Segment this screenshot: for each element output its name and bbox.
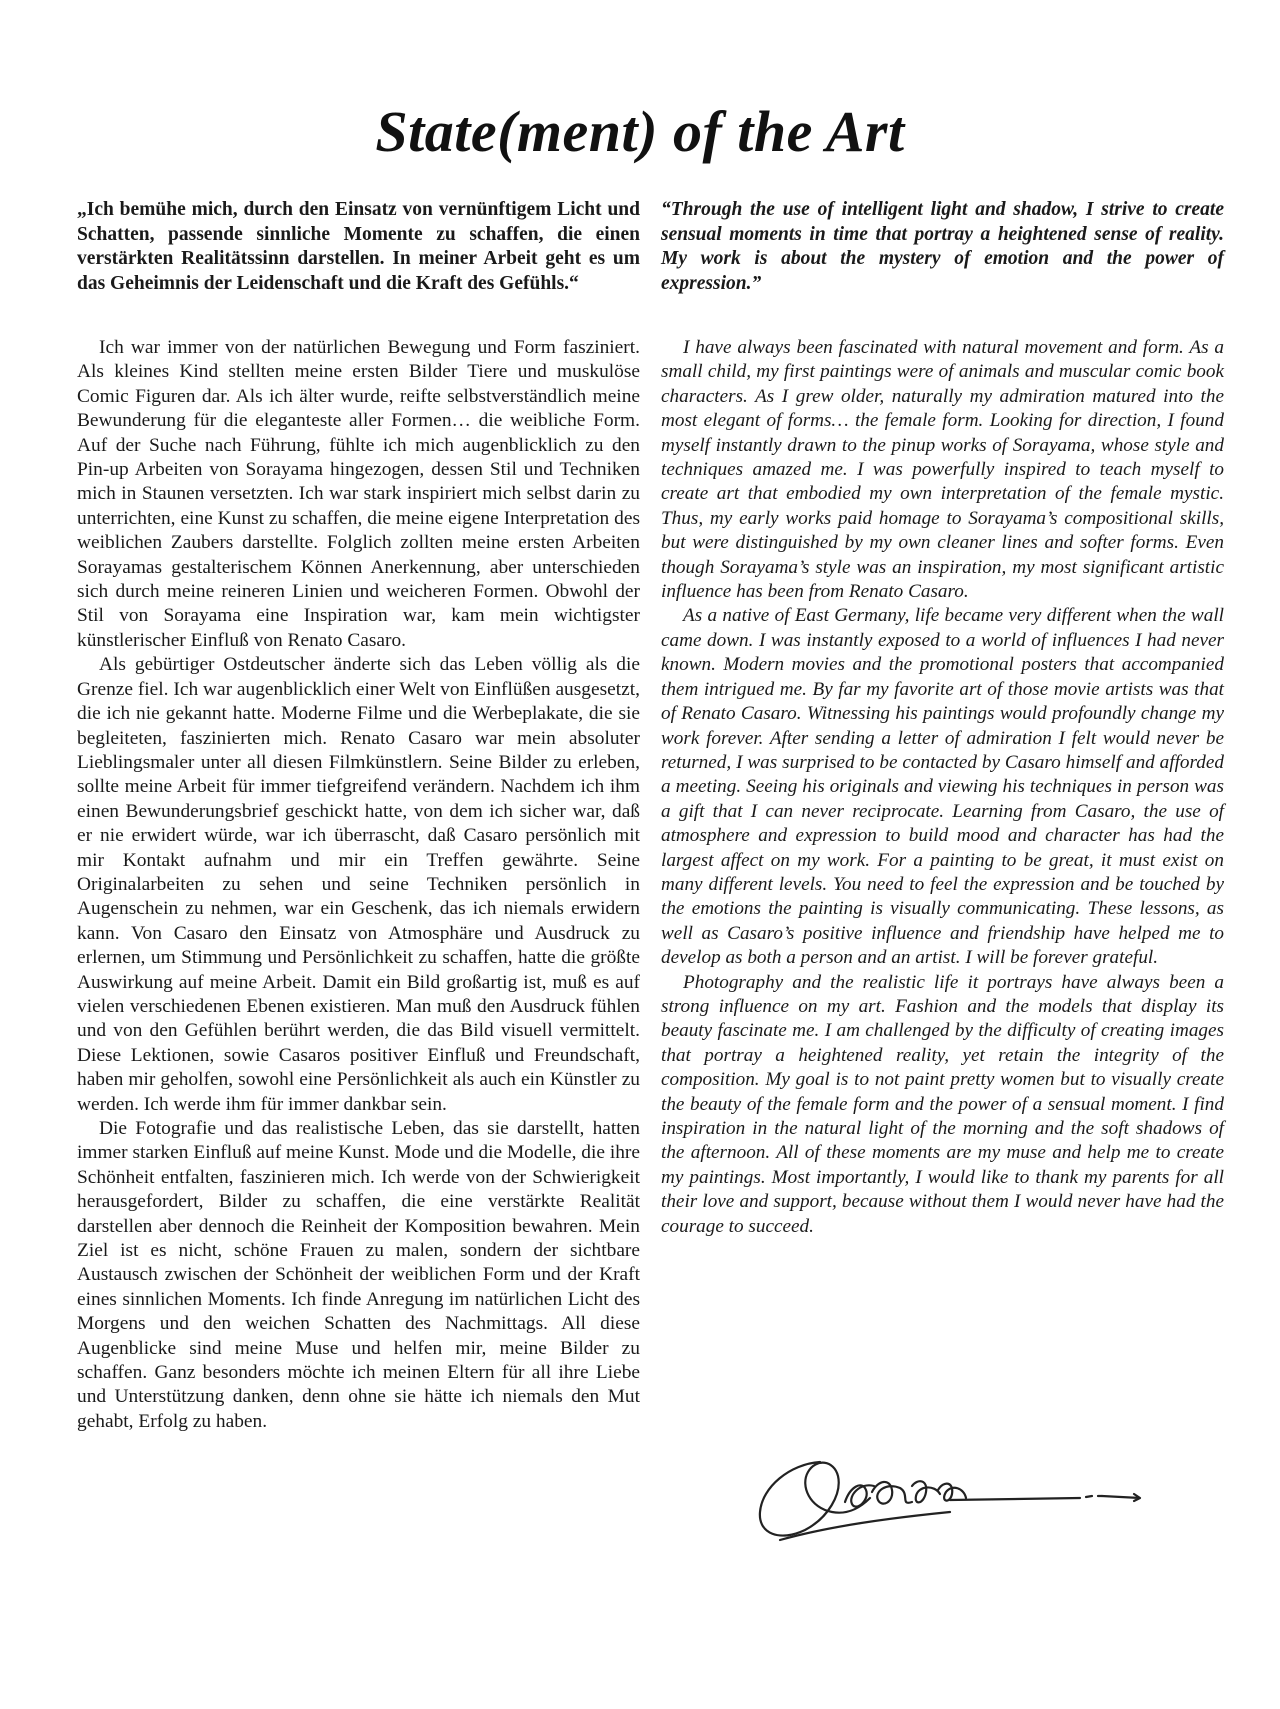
german-body — [77, 336, 640, 1434]
german-column — [77, 198, 640, 1434]
handwritten-signature-icon — [750, 1442, 1150, 1552]
german-paragraph-3: Die Fotografie und das realistische Leben, das sie darstellt, hatten immer starken Einfluß auf meine Kunst. Mode und die Modelle, die ihre Schönheit entfalten, faszinieren mich. Ich werde von der Schwierigkeit herausgefordert, Bilder zu schaffen, die eine verstärkte Realität darstellen aber dennoch die Reinheit der Komposition bewahren. Mein Ziel ist es nicht, schöne Frauen zu malen, sondern der sichtbare Austausch zwischen der Schönheit der weiblichen Form und der Kraft eines sinnlichen Moments. Ich finde Anregung im natürlichen Licht des Morgens und den weichen Schatten des Nachmittags. All diese Augenblicke sind meine Muse und helfen mir, meine Bilder zu schaffen. Ganz besonders möchte ich meinen Eltern für all ihre Liebe und Unterstützung danken, denn ohne sie hätte ich niemals den Mut gehabt, Erfolg zu haben. — [77, 1118, 640, 1432]
english-paragraph-3: Photography and the realistic life it portrays have always been a strong influence on my art. Fashion and the models that display its beauty fascinate me. I am challenged by the difficulty of creating images that portray a heightened reality, yet retain the integrity of the composition. My goal is to not paint pretty women but to visually create the beauty of the female form and the power of a sensual moment. I find inspiration in the natural light of the morning and the soft shadows of the afternoon. All of these moments are my muse and help me to create my paintings. Most importantly, I would like to thank my parents for all their love and support, because without them I would never have had the courage to succeed. — [661, 971, 1224, 1237]
german-paragraph-1: Ich war immer von der natürlichen Bewegung und Form fasziniert. Als kleines Kind stellten meine ersten Bilder Tiere und muskulöse Comic Figuren dar. Als ich älter wurde, reifte selbstverständlich meine Bewunderung für die eleganteste aller Formen… die weibliche Form. Auf der Suche nach Führung, fühlte ich mich augenblicklich zu den Pin-up Arbeiten von Sorayama hingezogen, dessen Stil und Techniken mich in Staunen versetzten. Ich war stark inspiriert mich selbst darin zu unterrichten, eine Kunst zu schaffen, die meine eigene Interpretation des weiblichen Zaubers darstellte. Folglich zollten meine ersten Arbeiten Sorayamas gestalterischem Können Anerkennung, aber unterschieden sich durch meine reineren Linien und weicheren Formen. Obwohl der Stil von Sorayama eine Inspiration war, kam mein wichtigster künstlerischer Einfluß von Renato Casaro. — [77, 337, 640, 651]
german-quote: „Ich bemühe mich, durch den Einsatz von vernünftigem Licht und Schatten, passende sinnliche Momente zu schaffen, die einen verstärkten Realitätssinn darstellen. In meiner Arbeit geht es um das Geheimnis der Leidenschaft und die Kraft des Gefühls.“ — [77, 199, 640, 294]
english-paragraph-2: As a native of East Germany, life became very different when the wall came down. I was instantly exposed to a world of influences I had never known. Modern movies and the promotional posters that accompanied them intrigued me. By far my favorite art of those movie artists was that of Renato Casaro. Witnessing his paintings would profoundly change my work forever. After sending a letter of admiration I felt would never be returned, I was surprised to be contacted by Casaro himself and afforded a meeting. Seeing his originals and viewing his techniques in person was a gift that I can never reciprocate. Learning from Casaro, the use of atmosphere and expression to build mood and character has had the largest affect on my work. For a painting to be great, it must exist on many different levels. You need to feel the expression and be touched by the emotions the painting is visually communicating. These lessons, as well as Casaro’s positive influence and friendship have helped me to develop as both a person and an artist. I will be forever grateful. — [661, 605, 1224, 969]
english-column — [661, 198, 1224, 1239]
english-quote: “Through the use of intelligent light and shadow, I strive to create sensual moments in time that portray a heightened sense of reality. My work is about the mystery of emotion and the power of expression.” — [661, 199, 1224, 294]
german-paragraph-2: Als gebürtiger Ostdeutscher änderte sich das Leben völlig als die Grenze fiel. Ich war augenblicklich einer Welt von Einflüßen ausgesetzt, die ich nie gekannt hatte. Moderne Filme und die Werbeplakate, die sie begleiteten, faszinierten mich. Renato Casaro war mein absoluter Lieblingsmaler unter all diesen Filmkünstlern. Seine Bilder zu erleben, sollte meine Arbeit für immer tiefgreifend verändern. Nachdem ich ihm einen Bewunderungsbrief geschickt hatte, von dem ich sicher war, daß er nie erwidert würde, war ich überrascht, daß Casaro persönlich mit mir Kontakt aufnahm und mir ein Treffen gewährte. Seine Originalarbeiten zu sehen und seine Techniken persönlich in Augenschein zu nehmen, war ein Geschenk, das ich niemals erwidern kann. Von Casaro den Einsatz von Atmosphäre und Ausdruck zu erlernen, um Stimmung und Persönlichkeit zu schaffen, hatte die größte Auswirkung auf meine Arbeit. Damit ein Bild großartig ist, muß es auf vielen verschiedenen Ebenen existieren. Man muß den Ausdruck fühlen und von den Gefühlen berührt werden, die das Bild visuell vermittelt. Diese Lektionen, sowie Casaros positiver Einfluß und Freundschaft, haben mir geholfen, sowohl eine Persönlichkeit als auch ein Künstler zu werden. Ich werde ihm für immer dankbar sein. — [77, 654, 640, 1115]
page-title: State(ment) of the Art — [375, 99, 905, 164]
english-paragraph-1: I have always been fascinated with natural movement and form. As a small child, my first paintings were of animals and muscular comic book characters. As I grew older, naturally my admiration matured into the most elegant of forms… the female form. Looking for direction, I found myself instantly drawn to the pinup works of Sorayama, whose style and techniques amazed me. I was powerfully inspired to teach myself to create art that embodied my own interpretation of the female mystic. Thus, my early works paid homage to Sorayama’s compositional skills, but were distinguished by my own cleaner lines and softer forms. Even though Sorayama’s style was an inspiration, my most significant artistic influence has been from Renato Casaro. — [661, 337, 1224, 603]
english-body — [661, 336, 1224, 1239]
